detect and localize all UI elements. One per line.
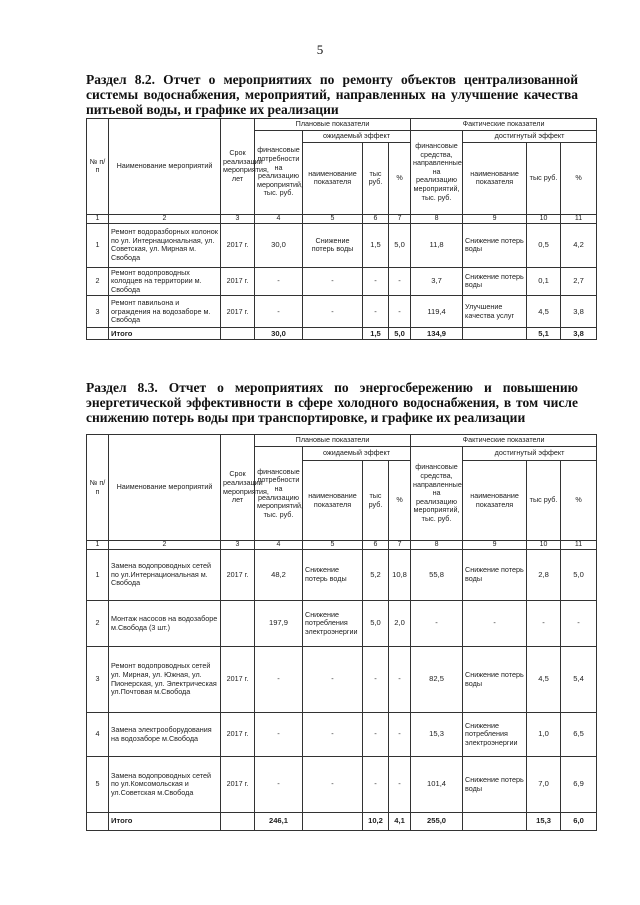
row-fact-pct: - xyxy=(561,601,597,647)
index-cell: 11 xyxy=(561,541,597,550)
row-fact-fin: 82,5 xyxy=(411,647,463,713)
index-cell: 8 xyxy=(411,541,463,550)
column-index-row xyxy=(87,214,597,223)
total-plan-rub: 10,2 xyxy=(363,813,389,831)
total-fact-rub: 15,3 xyxy=(527,813,561,831)
row-fact-pct: 2,7 xyxy=(561,267,597,296)
index-cell: 7 xyxy=(389,214,411,223)
row-name: Замена электрооборудования на водозаборе м.Свобода xyxy=(109,713,221,757)
total-fact-fin: 134,9 xyxy=(411,328,463,340)
row-plan-pct: - xyxy=(389,647,411,713)
total-label: Итого xyxy=(109,328,221,340)
plan-rub-header: тыс руб. xyxy=(363,142,389,214)
row-name: Монтаж насосов на водозаборе м.Свобода (3 шт.) xyxy=(109,601,221,647)
row-fact-rub: 4,5 xyxy=(527,296,561,328)
row-fact-pct: 6,9 xyxy=(561,757,597,813)
row-term: 2017 г. xyxy=(221,647,255,713)
page-number: 5 xyxy=(316,42,324,57)
row-fact-pct: 5,0 xyxy=(561,550,597,601)
row-plan-rub: - xyxy=(363,713,389,757)
row-fact-fin: - xyxy=(411,601,463,647)
table-row xyxy=(87,713,597,757)
row-fact-indicator: Снижение потерь воды xyxy=(463,223,527,267)
table-header xyxy=(87,435,597,541)
col-name-header: Наименование мероприятий xyxy=(109,119,221,215)
index-cell: 6 xyxy=(363,541,389,550)
fact-pct-header: % xyxy=(561,461,597,541)
row-fact-fin: 15,3 xyxy=(411,713,463,757)
fact-indicator-header: наименование показателя xyxy=(463,142,527,214)
index-cell: 5 xyxy=(303,541,363,550)
row-num: 4 xyxy=(87,713,109,757)
index-cell: 3 xyxy=(221,541,255,550)
row-fact-fin: 119,4 xyxy=(411,296,463,328)
section-8-2-title: Раздел 8.2. Отчет о мероприятиях по ремонту объектов централизованной системы водоснабжения, мероприятий, направленных на улучшение качества питьевой воды, и графике их реализации xyxy=(86,72,578,117)
total-fact-pct: 6,0 xyxy=(561,813,597,831)
row-fact-indicator: - xyxy=(463,601,527,647)
row-plan-fin: - xyxy=(255,267,303,296)
table-row xyxy=(87,267,597,296)
row-fact-indicator: Снижение потребления электроэнергии xyxy=(463,713,527,757)
achieved-effect-header: достигнутый эффект xyxy=(463,130,597,142)
section-8-3-table xyxy=(86,434,597,831)
row-num: 2 xyxy=(87,267,109,296)
total-fact-fin: 255,0 xyxy=(411,813,463,831)
row-num: 3 xyxy=(87,296,109,328)
row-num: 2 xyxy=(87,601,109,647)
row-plan-pct: - xyxy=(389,296,411,328)
col-term-header: Срок реализации мероприятия, лет xyxy=(221,119,255,215)
index-cell: 1 xyxy=(87,214,109,223)
fact-indicator-header: наименование показателя xyxy=(463,461,527,541)
actual-header: Фактические показатели xyxy=(411,119,597,131)
row-plan-indicator: Снижение потребления электроэнергии xyxy=(303,601,363,647)
index-cell: 11 xyxy=(561,214,597,223)
total-plan-fin: 30,0 xyxy=(255,328,303,340)
column-index-row xyxy=(87,541,597,550)
row-name: Ремонт водопроводных сетей ул. Мирная, ул. Южная, ул. Пионерская, ул. Электрическая ул.Почтовая м.Свобода xyxy=(109,647,221,713)
expected-effect-header: ожидаемый эффект xyxy=(303,130,411,142)
plan-finance-header: финансовые потребности на реализацию мероприятий, тыс. руб. xyxy=(255,447,303,541)
row-fact-rub: 2,8 xyxy=(527,550,561,601)
index-cell: 10 xyxy=(527,541,561,550)
row-plan-indicator: - xyxy=(303,296,363,328)
fact-rub-header: тыс руб. xyxy=(527,461,561,541)
total-plan-pct: 4,1 xyxy=(389,813,411,831)
total-row xyxy=(87,813,597,831)
fact-rub-header: тыс руб. xyxy=(527,142,561,214)
row-plan-pct: 5,0 xyxy=(389,223,411,267)
row-fact-indicator: Снижение потерь воды xyxy=(463,647,527,713)
row-fact-fin: 11,8 xyxy=(411,223,463,267)
table-row xyxy=(87,647,597,713)
col-name-header: Наименование мероприятий xyxy=(109,435,221,541)
plan-pct-header: % xyxy=(389,461,411,541)
table-row xyxy=(87,601,597,647)
table-header xyxy=(87,119,597,215)
row-name: Замена водопроводных сетей по ул.Интернациональная м. Свобода xyxy=(109,550,221,601)
row-term: 2017 г. xyxy=(221,757,255,813)
row-fact-rub: 7,0 xyxy=(527,757,561,813)
fact-finance-header: финансовые средства, направленные на реализацию мероприятий, тыс. руб. xyxy=(411,447,463,541)
row-plan-rub: 5,2 xyxy=(363,550,389,601)
row-num: 1 xyxy=(87,550,109,601)
row-plan-indicator: Снижение потерь воды xyxy=(303,550,363,601)
section-8-3-title: Раздел 8.3. Отчет о мероприятиях по энергосбережению и повышению энергетической эффективности в сфере холодного водоснабжения, в том числе снижению потерь воды при транспортировке, и графике их реализации xyxy=(86,380,578,425)
row-fact-fin: 3,7 xyxy=(411,267,463,296)
row-plan-rub: 5,0 xyxy=(363,601,389,647)
index-cell: 2 xyxy=(109,214,221,223)
row-num: 5 xyxy=(87,757,109,813)
row-name: Ремонт павильона и ограждения на водозаборе м. Свобода xyxy=(109,296,221,328)
fact-pct-header: % xyxy=(561,142,597,214)
table-row xyxy=(87,757,597,813)
row-plan-pct: - xyxy=(389,267,411,296)
row-fact-pct: 3,8 xyxy=(561,296,597,328)
row-term: 2017 г. xyxy=(221,550,255,601)
row-plan-indicator: - xyxy=(303,647,363,713)
achieved-effect-header: достигнутый эффект xyxy=(463,447,597,461)
row-plan-rub: - xyxy=(363,296,389,328)
row-name: Ремонт водоразборных колонок по ул. Интернациональная, ул. Советская, ул. Мирная м. Свобода xyxy=(109,223,221,267)
table-row xyxy=(87,550,597,601)
table-row xyxy=(87,223,597,267)
row-plan-pct: 2,0 xyxy=(389,601,411,647)
index-cell: 4 xyxy=(255,214,303,223)
col-num-header: № п/п xyxy=(87,119,109,215)
index-cell: 7 xyxy=(389,541,411,550)
total-label: Итого xyxy=(109,813,221,831)
index-cell: 3 xyxy=(221,214,255,223)
row-plan-fin: - xyxy=(255,757,303,813)
row-fact-rub: - xyxy=(527,601,561,647)
row-fact-fin: 101,4 xyxy=(411,757,463,813)
total-fact-pct: 3,8 xyxy=(561,328,597,340)
plan-finance-header: финансовые потребности на реализацию мероприятий, тыс. руб. xyxy=(255,130,303,214)
row-fact-pct: 5,4 xyxy=(561,647,597,713)
row-plan-fin: 30,0 xyxy=(255,223,303,267)
table-row xyxy=(87,296,597,328)
row-num: 3 xyxy=(87,647,109,713)
row-num: 1 xyxy=(87,223,109,267)
total-plan-fin: 246,1 xyxy=(255,813,303,831)
row-plan-fin: - xyxy=(255,713,303,757)
plan-indicator-header: наименование показателя xyxy=(303,461,363,541)
index-cell: 6 xyxy=(363,214,389,223)
total-row xyxy=(87,328,597,340)
index-cell: 1 xyxy=(87,541,109,550)
row-fact-rub: 4,5 xyxy=(527,647,561,713)
row-plan-indicator: Снижение потерь воды xyxy=(303,223,363,267)
fact-finance-header: финансовые средства, направленные на реализацию мероприятий, тыс. руб. xyxy=(411,130,463,214)
row-plan-fin: - xyxy=(255,647,303,713)
col-term-header: Срок реализации мероприятия, лет xyxy=(221,435,255,541)
row-fact-rub: 0,1 xyxy=(527,267,561,296)
index-cell: 2 xyxy=(109,541,221,550)
total-fact-rub: 5,1 xyxy=(527,328,561,340)
row-fact-rub: 0,5 xyxy=(527,223,561,267)
plan-rub-header: тыс руб. xyxy=(363,461,389,541)
index-cell: 5 xyxy=(303,214,363,223)
index-cell: 9 xyxy=(463,214,527,223)
row-plan-rub: - xyxy=(363,757,389,813)
row-plan-pct: 10,8 xyxy=(389,550,411,601)
planned-header: Плановые показатели xyxy=(255,435,411,447)
row-plan-pct: - xyxy=(389,713,411,757)
index-cell: 8 xyxy=(411,214,463,223)
row-plan-fin: 197,9 xyxy=(255,601,303,647)
row-plan-indicator: - xyxy=(303,757,363,813)
plan-indicator-header: наименование показателя xyxy=(303,142,363,214)
row-term: 2017 г. xyxy=(221,296,255,328)
row-plan-fin: - xyxy=(255,296,303,328)
expected-effect-header: ожидаемый эффект xyxy=(303,447,411,461)
row-term: 2017 г. xyxy=(221,713,255,757)
row-fact-pct: 4,2 xyxy=(561,223,597,267)
row-name: Ремонт водопроводных колодцев на территории м. Свобода xyxy=(109,267,221,296)
row-plan-fin: 48,2 xyxy=(255,550,303,601)
row-fact-pct: 6,5 xyxy=(561,713,597,757)
index-cell: 10 xyxy=(527,214,561,223)
row-name: Замена водопроводных сетей по ул.Комсомольская и ул.Советская м.Свобода xyxy=(109,757,221,813)
row-plan-pct: - xyxy=(389,757,411,813)
actual-header: Фактические показатели xyxy=(411,435,597,447)
planned-header: Плановые показатели xyxy=(255,119,411,131)
row-fact-rub: 1,0 xyxy=(527,713,561,757)
row-term: 2017 г. xyxy=(221,223,255,267)
index-cell: 9 xyxy=(463,541,527,550)
plan-pct-header: % xyxy=(389,142,411,214)
row-fact-indicator: Снижение потерь воды xyxy=(463,757,527,813)
index-cell: 4 xyxy=(255,541,303,550)
row-fact-fin: 55,8 xyxy=(411,550,463,601)
row-plan-indicator: - xyxy=(303,267,363,296)
row-term: 2017 г. xyxy=(221,267,255,296)
row-term xyxy=(221,601,255,647)
section-8-2-table xyxy=(86,118,597,340)
row-plan-rub: - xyxy=(363,267,389,296)
row-plan-indicator: - xyxy=(303,713,363,757)
total-plan-pct: 5,0 xyxy=(389,328,411,340)
row-plan-rub: 1,5 xyxy=(363,223,389,267)
row-plan-rub: - xyxy=(363,647,389,713)
row-fact-indicator: Снижение потерь воды xyxy=(463,267,527,296)
total-plan-rub: 1,5 xyxy=(363,328,389,340)
row-fact-indicator: Улучшение качества услуг xyxy=(463,296,527,328)
col-num-header: № п/п xyxy=(87,435,109,541)
row-fact-indicator: Снижение потерь воды xyxy=(463,550,527,601)
